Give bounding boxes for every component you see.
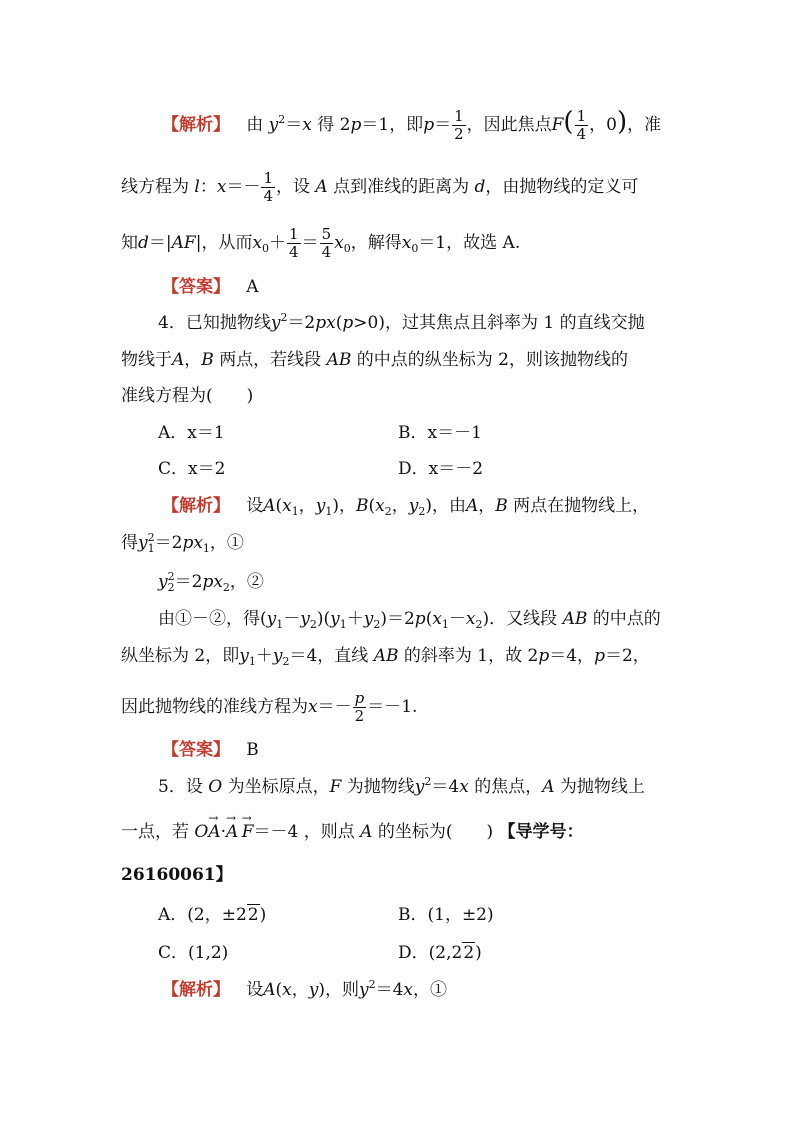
q5-line-2: 一点，若 O→ A·→ A → F＝－4 ，则点 A 的坐标为( ) 【导学号： xyxy=(121,820,584,844)
daan-label: 【答案】 xyxy=(162,277,230,297)
q5-line-1: 5．设 O 为坐标原点，F 为抛物线$y^2=4x$ 的焦点，A 为抛物线上 xyxy=(158,775,645,797)
q4-option-b: B．x＝－1 xyxy=(398,423,482,443)
q4-option-d: D．x＝－2 xyxy=(398,459,484,479)
jiexi-label: 【解析】 xyxy=(162,115,230,135)
q4-line-2: 物线于A，B 两点，若线段 AB 的中点的纵坐标为 2，则该抛物线的 xyxy=(121,350,629,370)
q5-solution-line-1: 【解析】 设A(x，y)，则$y^2=4x$，① xyxy=(162,978,448,1000)
q4-option-c: C．x＝2 xyxy=(158,459,226,479)
q5-option-b: B．(1，±2) xyxy=(398,905,494,925)
q4-solution-line-6: 因此抛物线的准线方程为x＝－ $\frac{p}{2}$ ＝－1. xyxy=(121,689,418,725)
q5-option-a: A．(2，±22) xyxy=(158,905,267,925)
q4-line-1: 4．已知抛物线$y^2=2px(p>0)$，过其焦点且斜率为 1 的直线交抛 xyxy=(158,311,645,333)
q4-solution-line-1: 【解析】 设$A(x_1$，$y_1$)，$B(x_2$，$y_2$)，由A，B 两点在抛物线上， xyxy=(162,496,650,518)
q4-solution-line-4: 由①－②，得$(y_1-y_2)(y_1+y_2)=2p(x_1-x_2)$．又线段 AB 的中点的 xyxy=(158,609,661,631)
q5-option-d: D．(2,22) xyxy=(398,943,482,963)
q4-solution-line-5: 纵坐标为 2，即$y_1+y_2=4$，直线 AB 的斜率为 1，故 2p＝4，p＝2， xyxy=(121,646,650,668)
p3-solution-line-3: 知d＝|AF|，从而$x_0+$ $\frac{1}{4}$ ＝ $\frac{5}{4}$ $x_0$，解得$x_0=1$，故选 A. xyxy=(121,225,521,261)
p3-answer: 【答案】 A xyxy=(162,277,259,297)
q5-option-c: C．(1,2) xyxy=(158,943,229,963)
q4-solution-line-3: $y^2_2=2px_2$，② xyxy=(158,570,264,594)
fraction: $\frac{1}{2}$ xyxy=(454,107,464,143)
q4-solution-line-2: 得$y^2_1=2px_1$，① xyxy=(121,531,244,555)
q4-line-3: 准线方程为( ) xyxy=(121,386,254,406)
guide-label: 【导学号： xyxy=(498,822,584,842)
q5-guide-number: 26160061】 xyxy=(121,865,233,885)
p3-solution-line-2: 线方程为 l：x＝－ $\frac{1}{4}$ ，设 A 点到准线的距离为 d，由抛物线的定义可 xyxy=(121,169,639,205)
p3-solution-line-1: 【解析】 由 $y^2=x$ 得 2p＝1，即p＝ $\frac{1}{2}$ ，因此焦点F( $\frac{1}{4}$ ，0)，准 xyxy=(162,107,662,143)
q4-answer: 【答案】 B xyxy=(162,740,259,760)
q4-option-a: A．x＝1 xyxy=(158,423,225,443)
